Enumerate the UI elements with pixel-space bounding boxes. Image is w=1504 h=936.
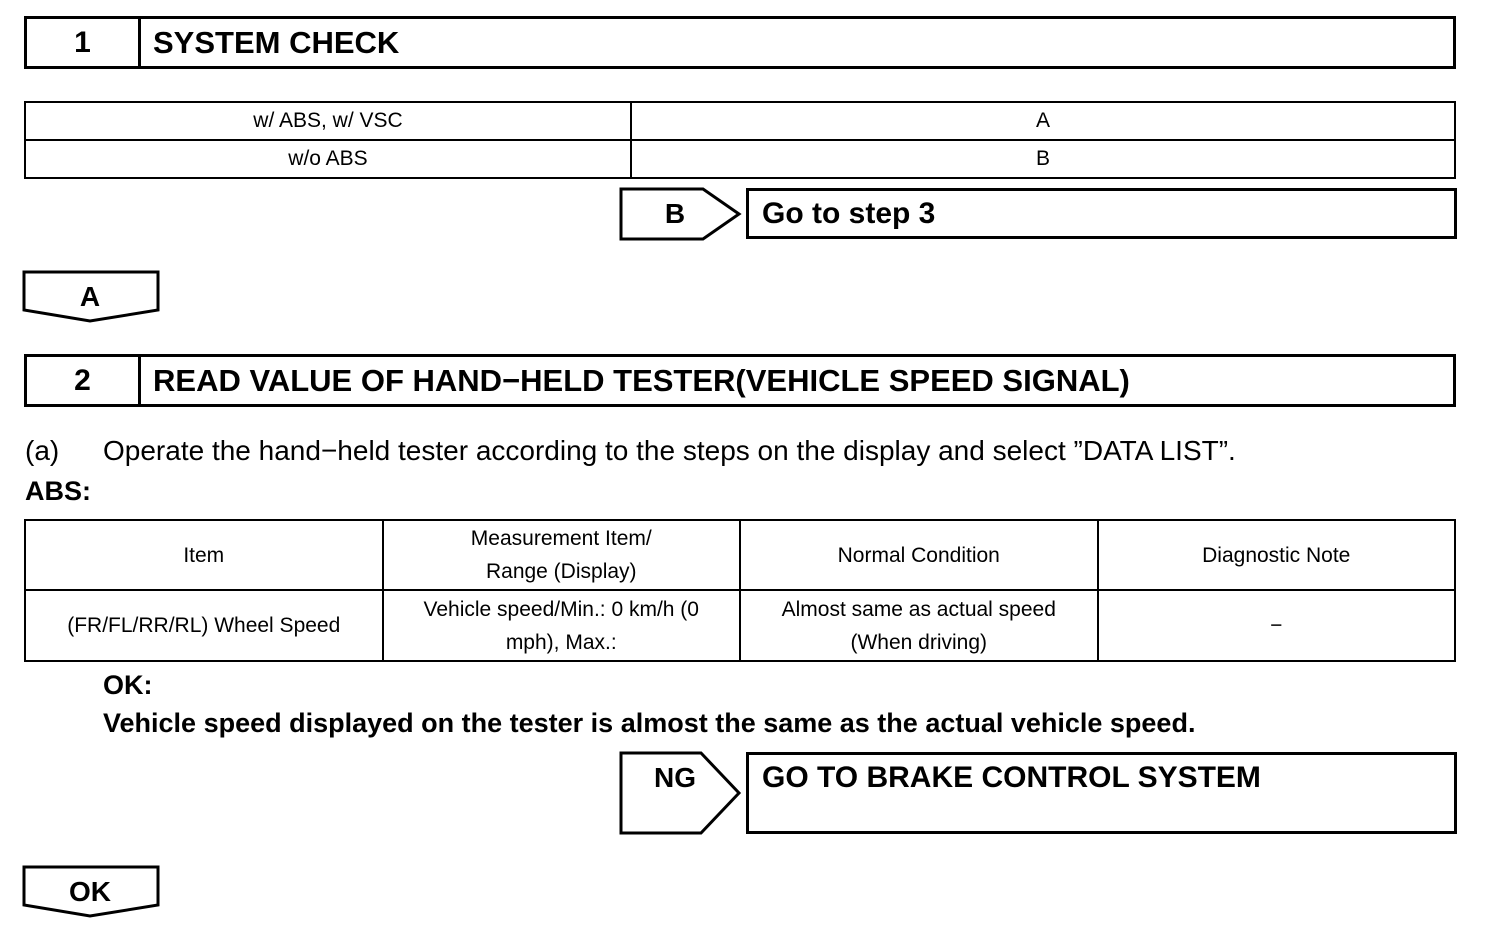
table-row xyxy=(25,590,1455,661)
branch-b-label: B xyxy=(664,198,686,229)
step-2-title: READ VALUE OF HAND−HELD TESTER(VEHICLE SPEED SIGNAL) xyxy=(153,362,1130,398)
column-header: Normal Condition xyxy=(740,520,1098,590)
step-1-header xyxy=(24,16,1456,69)
branch-a-arrow xyxy=(22,270,162,324)
column-header-line: Range (Display) xyxy=(485,560,637,583)
diagnostic-note-cell: − xyxy=(1098,590,1456,661)
item-cell: (FR/FL/RR/RL) Wheel Speed xyxy=(25,590,383,661)
normal-condition-cell xyxy=(740,590,1098,661)
column-header: Item xyxy=(25,520,383,590)
table-row xyxy=(25,102,1455,140)
step-1-number: 1 xyxy=(27,19,141,66)
normal-condition-line: Almost same as actual speed xyxy=(781,597,1056,621)
range-line: Vehicle speed/Min.: 0 km/h (0 xyxy=(423,597,699,621)
branch-ok-arrow xyxy=(22,865,162,919)
result-cell: A xyxy=(631,102,1455,140)
branch-b-result-text: Go to step 3 xyxy=(762,197,936,230)
condition-cell: w/ ABS, w/ VSC xyxy=(25,102,631,140)
table-header-row xyxy=(25,520,1455,590)
instruction-marker: (a) xyxy=(25,435,60,466)
branch-b-result-box xyxy=(746,188,1457,239)
ok-criteria-text: Vehicle speed displayed on the tester is almost the same as the actual vehicle speed. xyxy=(103,708,1196,738)
branch-a-label: A xyxy=(79,281,101,312)
column-header xyxy=(383,520,741,590)
branch-b-arrow xyxy=(619,187,743,241)
step-2-header xyxy=(24,354,1456,407)
step-2-number: 2 xyxy=(27,357,141,404)
table-row xyxy=(25,140,1455,178)
range-line: mph), Max.: xyxy=(505,630,617,654)
branch-ng-result-text: GO TO BRAKE CONTROL SYSTEM xyxy=(762,761,1261,794)
ok-label: OK: xyxy=(103,670,153,700)
data-list-table xyxy=(24,519,1456,662)
column-header-line: Measurement Item/ xyxy=(470,527,652,550)
branch-ng-result-box xyxy=(746,752,1457,834)
condition-cell: w/o ABS xyxy=(25,140,631,178)
instruction-text: Operate the hand−held tester according to the steps on the display and select ”DATA LIST”. xyxy=(103,435,1236,466)
range-cell xyxy=(383,590,741,661)
step-1-condition-table xyxy=(24,101,1456,179)
abs-subsection-label: ABS: xyxy=(25,476,91,506)
column-header: Diagnostic Note xyxy=(1098,520,1456,590)
branch-ng-arrow xyxy=(619,751,743,835)
normal-condition-line: (When driving) xyxy=(850,630,988,654)
result-cell: B xyxy=(631,140,1455,178)
step-1-title: SYSTEM CHECK xyxy=(153,24,400,60)
branch-ng-label: NG xyxy=(654,762,696,793)
branch-ok-label: OK xyxy=(69,876,111,907)
